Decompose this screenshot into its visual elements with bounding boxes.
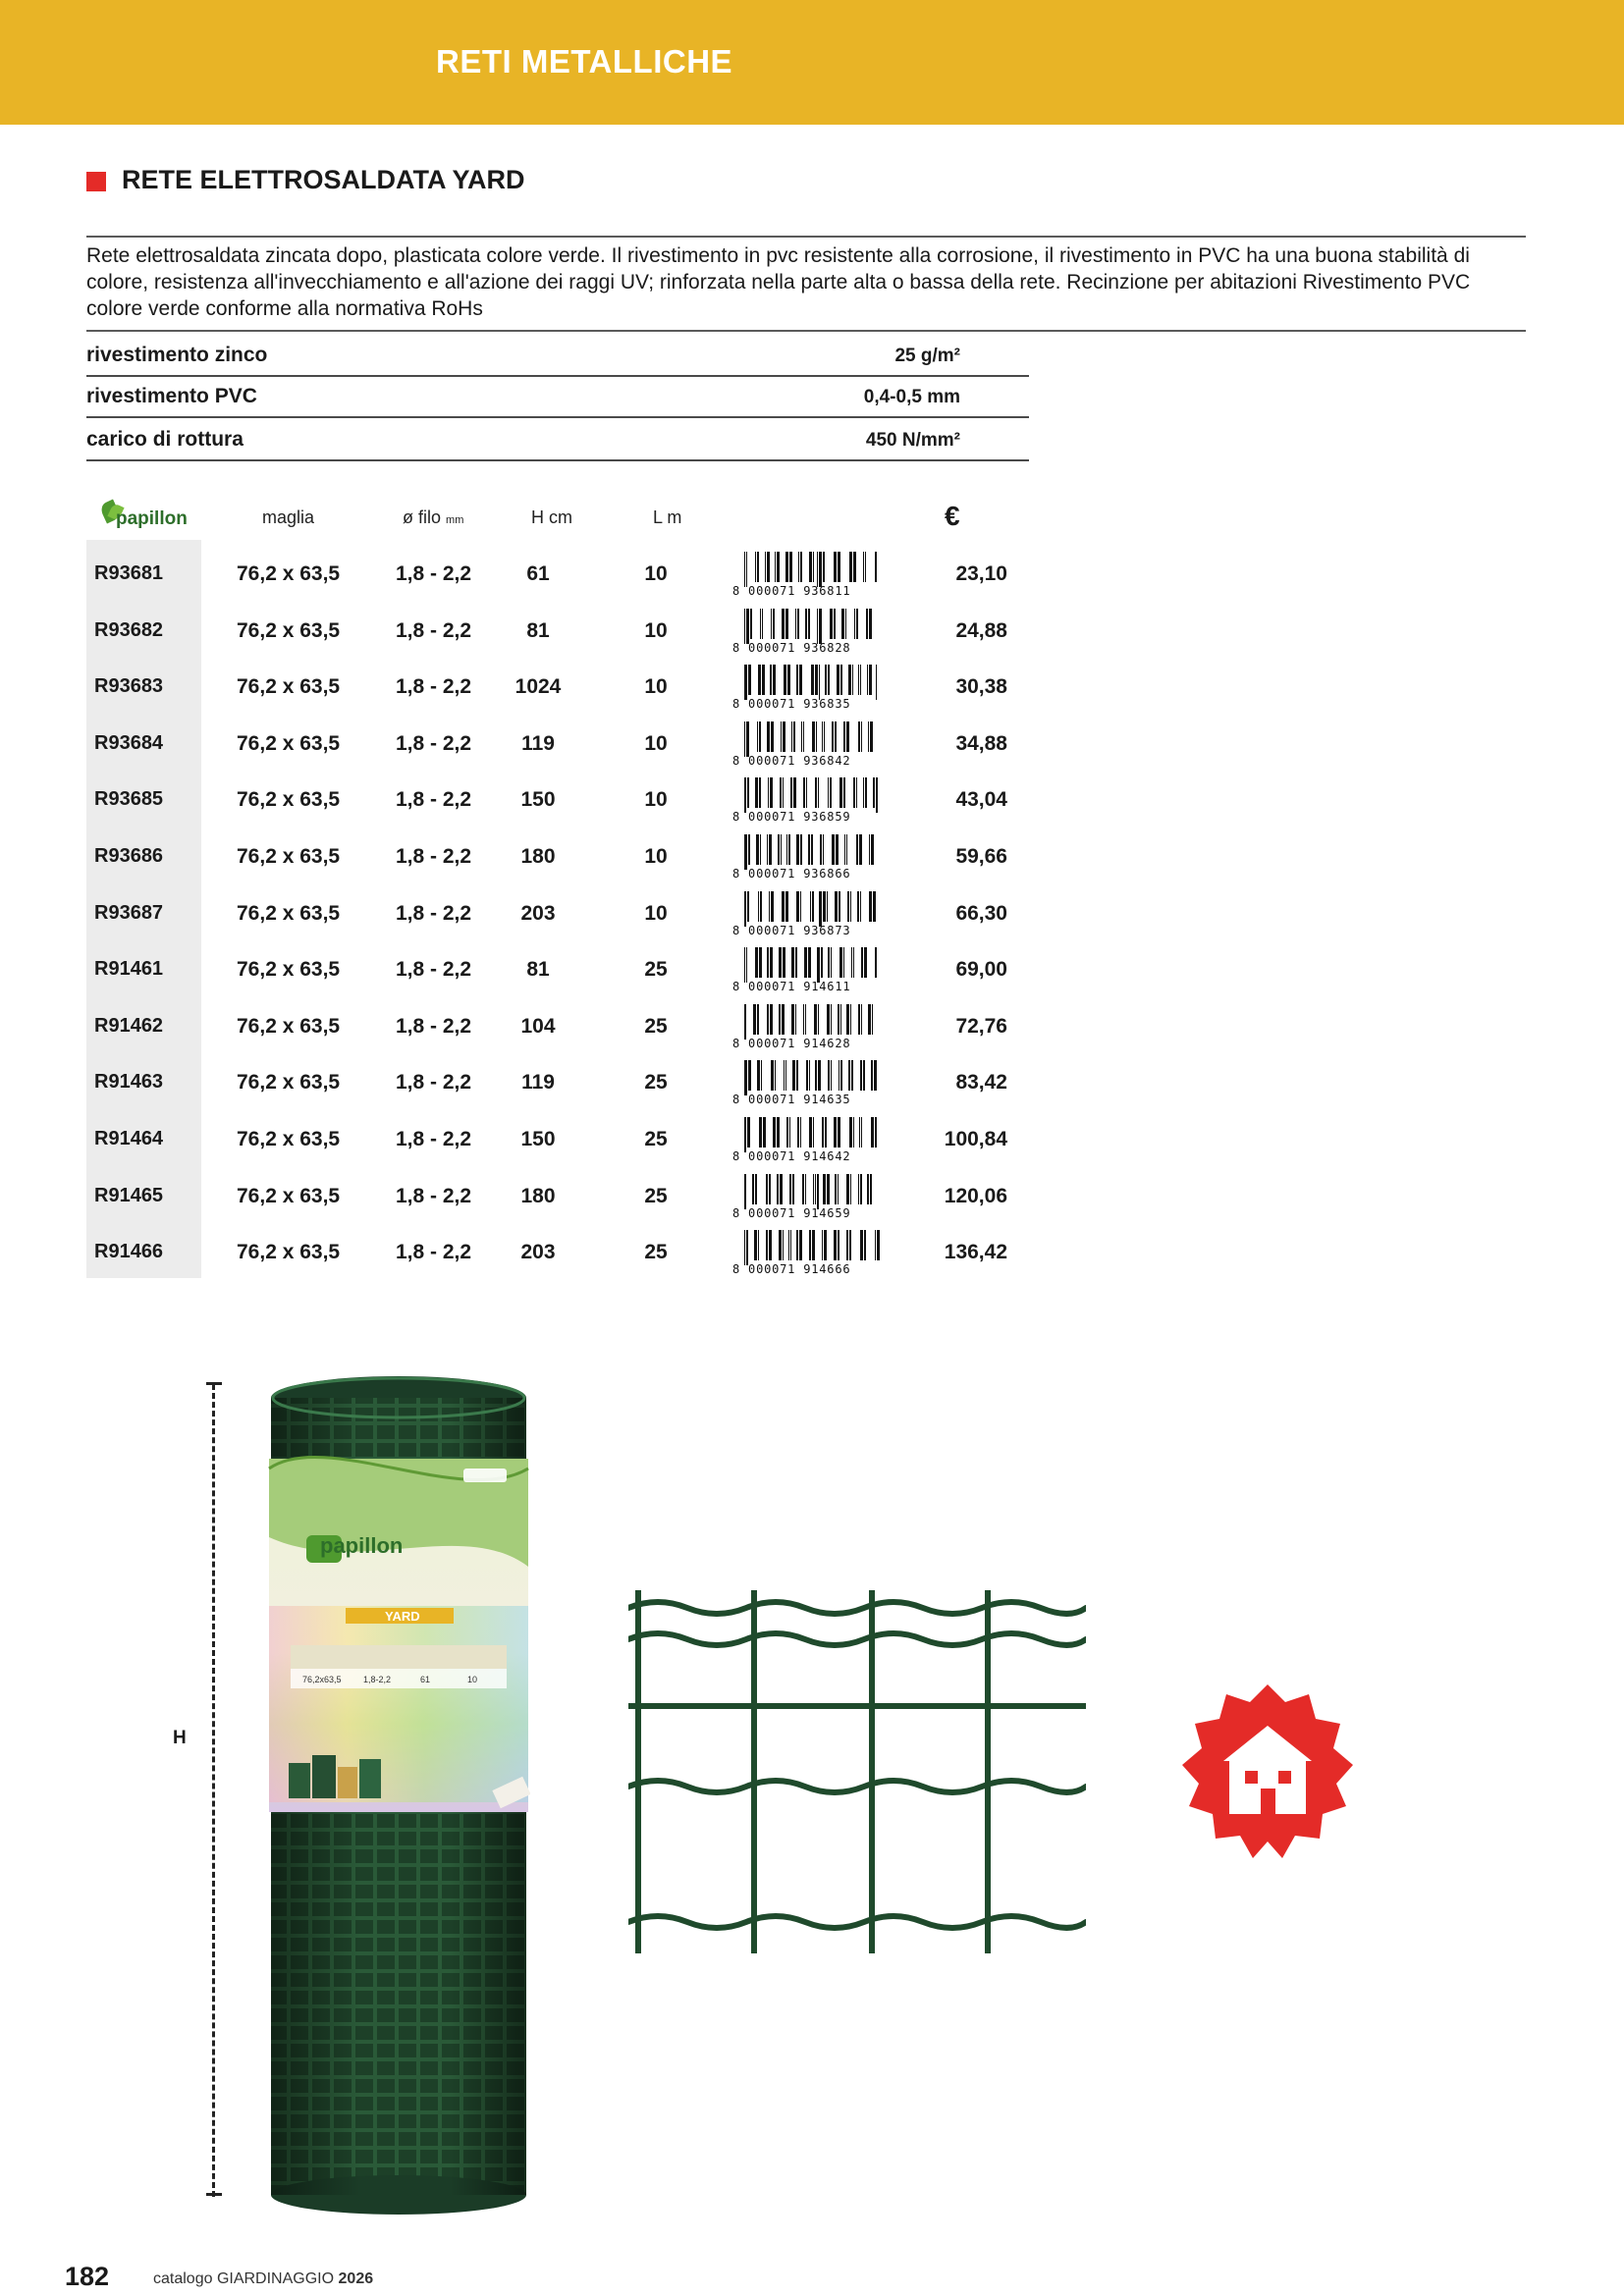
divider-desc bbox=[86, 330, 1526, 332]
header-l: L m bbox=[653, 507, 682, 527]
section-marker bbox=[86, 172, 106, 191]
barcode bbox=[732, 1060, 884, 1105]
mesh-roll-illustration bbox=[267, 1370, 530, 2222]
barcode-bars bbox=[732, 721, 884, 757]
barcode-bars bbox=[732, 552, 884, 587]
barcode bbox=[732, 891, 884, 936]
footer-catalog bbox=[153, 2270, 373, 2288]
spec-row bbox=[86, 377, 1029, 418]
divider-top bbox=[86, 236, 1526, 238]
table-row: R91463 76,2 x 63,5 1,8 - 2,2 119 25 83,42 8 000071 914635 bbox=[0, 1071, 1080, 1127]
mesh-size: 76,2 x 63,5 bbox=[237, 788, 341, 811]
table-row: R91464 76,2 x 63,5 1,8 - 2,2 150 25 100,84 8 000071 914642 bbox=[0, 1128, 1080, 1184]
spec-label: rivestimento zinco bbox=[86, 344, 268, 366]
roll-label-product: YARD bbox=[385, 1609, 420, 1624]
wire-diameter: 1,8 - 2,2 bbox=[396, 902, 472, 925]
product-code: R93687 bbox=[94, 902, 164, 924]
wire-diameter: 1,8 - 2,2 bbox=[396, 1128, 472, 1150]
spec-divider bbox=[86, 459, 1029, 461]
price: 120,06 bbox=[944, 1185, 1007, 1207]
footer-catalog-name: catalogo GIARDINAGGIO bbox=[153, 2270, 335, 2287]
height-dimension-line bbox=[212, 1384, 217, 2197]
barcode-bars bbox=[732, 777, 884, 813]
barcode-bars bbox=[732, 609, 884, 644]
barcode-bars bbox=[732, 665, 884, 700]
barcode-number: 8 000071 914611 bbox=[732, 980, 851, 993]
barcode-number: 8 000071 914659 bbox=[732, 1206, 851, 1220]
barcode bbox=[732, 665, 884, 710]
wire-diameter: 1,8 - 2,2 bbox=[396, 1071, 472, 1094]
price: 43,04 bbox=[955, 788, 1007, 811]
dimension-cap-bottom bbox=[206, 2193, 222, 2196]
roll-label-brand: papillon bbox=[320, 1533, 404, 1558]
table-row: R91462 76,2 x 63,5 1,8 - 2,2 104 25 72,76 8 000071 914628 bbox=[0, 1015, 1080, 1071]
mesh-size: 76,2 x 63,5 bbox=[237, 562, 341, 585]
wire-diameter: 1,8 - 2,2 bbox=[396, 958, 472, 981]
table-row: R93684 76,2 x 63,5 1,8 - 2,2 119 10 34,88 8 000071 936842 bbox=[0, 732, 1080, 788]
barcode-bars bbox=[732, 947, 884, 983]
product-code: R93686 bbox=[94, 845, 164, 867]
price: 69,00 bbox=[955, 958, 1007, 981]
dimension-cap-top bbox=[206, 1382, 222, 1385]
wire-diameter: 1,8 - 2,2 bbox=[396, 1015, 472, 1038]
header-band bbox=[0, 0, 1624, 125]
wire-diameter: 1,8 - 2,2 bbox=[396, 562, 472, 585]
price: 66,30 bbox=[955, 902, 1007, 925]
header-filo bbox=[403, 507, 463, 528]
table-row: R93685 76,2 x 63,5 1,8 - 2,2 150 10 43,04 8 000071 936859 bbox=[0, 788, 1080, 844]
footer-year: 2026 bbox=[338, 2270, 374, 2287]
spec-value: 25 g/m² bbox=[894, 346, 960, 366]
brand-name: papillon bbox=[116, 508, 188, 529]
barcode-number: 8 000071 936842 bbox=[732, 754, 851, 768]
barcode-bars bbox=[732, 1117, 884, 1152]
barcode bbox=[732, 609, 884, 654]
section-title: RETE ELETTROSALDATA YARD bbox=[122, 165, 525, 194]
mesh-size: 76,2 x 63,5 bbox=[237, 619, 341, 642]
roll-label-filo: 1,8-2,2 bbox=[363, 1675, 392, 1684]
header-h: H cm bbox=[531, 507, 572, 527]
price: 100,84 bbox=[944, 1128, 1007, 1150]
papillon-logo bbox=[98, 499, 187, 534]
mesh-size: 76,2 x 63,5 bbox=[237, 958, 341, 981]
table-row: R91466 76,2 x 63,5 1,8 - 2,2 203 25 136,42 8 000071 914666 bbox=[0, 1241, 1080, 1297]
table-row: R93681 76,2 x 63,5 1,8 - 2,2 61 10 23,10 8 000071 936811 bbox=[0, 562, 1080, 618]
price: 24,88 bbox=[955, 619, 1007, 642]
barcode-bars bbox=[732, 1230, 884, 1265]
spec-row bbox=[86, 420, 1029, 461]
barcode-number: 8 000071 914666 bbox=[732, 1262, 851, 1276]
spec-row bbox=[86, 336, 1029, 377]
price: 83,42 bbox=[955, 1071, 1007, 1094]
table-row: R93682 76,2 x 63,5 1,8 - 2,2 81 10 24,88 8 000071 936828 bbox=[0, 619, 1080, 675]
mesh-size: 76,2 x 63,5 bbox=[237, 902, 341, 925]
page-header-title: RETI METALLICHE bbox=[436, 43, 733, 80]
table-row: R93687 76,2 x 63,5 1,8 - 2,2 203 10 66,30 8 000071 936873 bbox=[0, 902, 1080, 958]
house-badge bbox=[1176, 1681, 1359, 1863]
barcode bbox=[732, 834, 884, 880]
barcode bbox=[732, 1117, 884, 1162]
barcode-number: 8 000071 936873 bbox=[732, 924, 851, 937]
price: 59,66 bbox=[955, 845, 1007, 868]
barcode-number: 8 000071 936859 bbox=[732, 810, 851, 824]
price: 23,10 bbox=[955, 562, 1007, 585]
wire-diameter: 1,8 - 2,2 bbox=[396, 1241, 472, 1263]
wire-diameter: 1,8 - 2,2 bbox=[396, 1185, 472, 1207]
wire-diameter: 1,8 - 2,2 bbox=[396, 675, 472, 698]
barcode bbox=[732, 1174, 884, 1219]
wire-diameter: 1,8 - 2,2 bbox=[396, 732, 472, 755]
barcode-number: 8 000071 914642 bbox=[732, 1149, 851, 1163]
mesh-size: 76,2 x 63,5 bbox=[237, 675, 341, 698]
price: 72,76 bbox=[955, 1015, 1007, 1038]
table-row: R91461 76,2 x 63,5 1,8 - 2,2 81 25 69,00 8 000071 914611 bbox=[0, 958, 1080, 1014]
price: 136,42 bbox=[944, 1241, 1007, 1263]
mesh-size: 76,2 x 63,5 bbox=[237, 1241, 341, 1263]
barcode-bars bbox=[732, 834, 884, 870]
product-code: R91464 bbox=[94, 1128, 164, 1149]
product-code: R93685 bbox=[94, 788, 164, 810]
barcode bbox=[732, 721, 884, 767]
table-row: R93686 76,2 x 63,5 1,8 - 2,2 180 10 59,66 8 000071 936866 bbox=[0, 845, 1080, 901]
header-price: € bbox=[945, 501, 960, 531]
table-row: R93683 76,2 x 63,5 1,8 - 2,2 1024 10 30,38 8 000071 936835 bbox=[0, 675, 1080, 731]
barcode-number: 8 000071 914635 bbox=[732, 1093, 851, 1106]
header-filo-label: ø filo bbox=[403, 507, 442, 527]
wire-diameter: 1,8 - 2,2 bbox=[396, 619, 472, 642]
roll-label-l: 10 bbox=[467, 1675, 478, 1684]
spec-value: 0,4-0,5 mm bbox=[863, 387, 960, 407]
barcode bbox=[732, 1230, 884, 1275]
product-code: R91462 bbox=[94, 1015, 164, 1037]
spec-label: rivestimento PVC bbox=[86, 385, 257, 407]
header-maglia: maglia bbox=[262, 507, 315, 527]
product-description: Rete elettrosaldata zincata dopo, plasticata colore verde. Il rivestimento in pvc resistente alla corrosione, il rivestimento in PVC ha una buona stabilità di colore, resistenza all'invecchiamento e all'azione dei raggi UV; rinforzata nella parte alta o bassa della rete. Recinzione per abitazioni Rivestimento PVC colore verde conforme alla normativa RoHs bbox=[86, 244, 1471, 320]
barcode-number: 8 000071 914628 bbox=[732, 1037, 851, 1050]
page-number: 182 bbox=[65, 2262, 110, 2291]
product-roll-image bbox=[267, 1370, 530, 2222]
table-row: R91465 76,2 x 63,5 1,8 - 2,2 180 25 120,06 8 000071 914659 bbox=[0, 1185, 1080, 1241]
dimension-label: H bbox=[173, 1728, 187, 1748]
spec-value: 450 N/mm² bbox=[865, 430, 960, 451]
roll-label-mesh: 76,2x63,5 bbox=[302, 1675, 342, 1684]
barcode bbox=[732, 777, 884, 823]
roll-label-h: 61 bbox=[420, 1675, 431, 1684]
house-icon bbox=[1176, 1681, 1359, 1863]
barcode bbox=[732, 552, 884, 597]
product-code: R91463 bbox=[94, 1071, 164, 1093]
price: 34,88 bbox=[955, 732, 1007, 755]
barcode bbox=[732, 947, 884, 992]
wire-diameter: 1,8 - 2,2 bbox=[396, 788, 472, 811]
mesh-size: 76,2 x 63,5 bbox=[237, 1071, 341, 1094]
product-code: R93684 bbox=[94, 732, 164, 754]
product-code: R93681 bbox=[94, 562, 164, 584]
product-code: R93682 bbox=[94, 619, 164, 641]
header-filo-unit: mm bbox=[446, 514, 464, 526]
mesh-size: 76,2 x 63,5 bbox=[237, 732, 341, 755]
product-code: R91465 bbox=[94, 1185, 164, 1206]
wire-diameter: 1,8 - 2,2 bbox=[396, 845, 472, 868]
barcode-bars bbox=[732, 1174, 884, 1209]
product-code: R91461 bbox=[94, 958, 164, 980]
mesh-size: 76,2 x 63,5 bbox=[237, 845, 341, 868]
product-code: R91466 bbox=[94, 1241, 164, 1262]
mesh-detail-illustration bbox=[628, 1590, 1086, 1953]
barcode-number: 8 000071 936828 bbox=[732, 641, 851, 655]
mesh-size: 76,2 x 63,5 bbox=[237, 1015, 341, 1038]
barcode-number: 8 000071 936866 bbox=[732, 867, 851, 881]
barcode bbox=[732, 1004, 884, 1049]
mesh-size: 76,2 x 63,5 bbox=[237, 1185, 341, 1207]
spec-divider bbox=[86, 416, 1029, 418]
product-code: R93683 bbox=[94, 675, 164, 697]
barcode-bars bbox=[732, 1004, 884, 1040]
barcode-number: 8 000071 936835 bbox=[732, 697, 851, 711]
mesh-detail-image bbox=[628, 1590, 1086, 1953]
price: 30,38 bbox=[955, 675, 1007, 698]
spec-label: carico di rottura bbox=[86, 428, 244, 451]
barcode-number: 8 000071 936811 bbox=[732, 584, 851, 598]
barcode-bars bbox=[732, 891, 884, 927]
barcode-bars bbox=[732, 1060, 884, 1095]
mesh-size: 76,2 x 63,5 bbox=[237, 1128, 341, 1150]
